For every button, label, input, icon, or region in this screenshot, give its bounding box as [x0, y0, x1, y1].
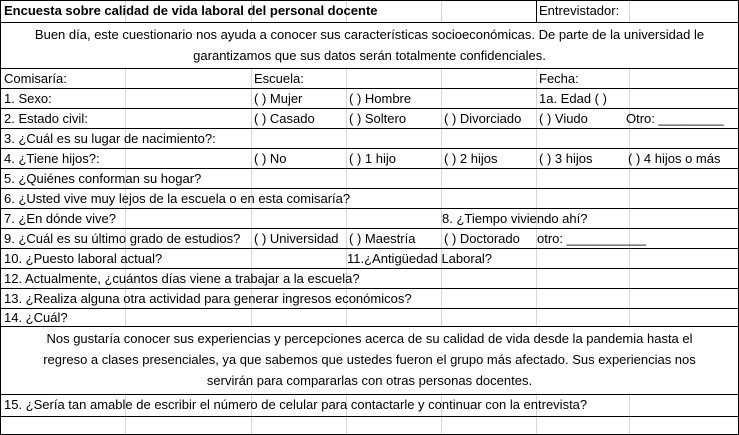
date-label: Fecha: — [539, 71, 579, 86]
header-divider — [536, 0, 537, 22]
q11-seniority-label: 11.¿Antigüedad Laboral? — [347, 251, 493, 266]
q9-option-university[interactable]: ( ) Universidad — [254, 231, 339, 246]
q12-workdays-label: 12. Actualmente, ¿cuántos días viene a trabajar a la escuela? — [4, 271, 360, 286]
row-line — [0, 128, 739, 129]
q13-other-income-label: 13. ¿Realiza alguna otra actividad para generar ingresos económicos? — [4, 291, 412, 306]
q3-birthplace-label: 3. ¿Cuál es su lugar de nacimiento?: — [4, 131, 216, 146]
row-line — [0, 68, 739, 69]
comisaria-label: Comisaría: — [4, 71, 67, 86]
q4-option-no[interactable]: ( ) No — [254, 151, 287, 166]
outro-line-2: regreso a clases presenciales, ya que sabemos que ustedes fueron el grupo más afectado. Sus experiencias nos — [43, 352, 696, 367]
row-line — [0, 88, 739, 89]
row-line — [0, 0, 739, 1]
q2-option-widowed[interactable]: ( ) Viudo — [539, 111, 588, 126]
outro-line-3: servirán para compararlas con otras personas docentes. — [206, 373, 533, 388]
q8-time-living-label: 8. ¿Tiempo viviendo ahí? — [442, 211, 588, 226]
q2-option-divorced[interactable]: ( ) Divorciado — [444, 111, 522, 126]
q15-phone-label: 15. ¿Sería tan amable de escribir el número de celular para contactarle y continuar con la entrevista? — [4, 397, 588, 412]
row-line — [0, 326, 739, 327]
q1-option-female[interactable]: ( ) Mujer — [254, 91, 303, 106]
q2-other-field[interactable]: Otro: _________ — [626, 111, 724, 126]
row-line — [0, 416, 739, 417]
q4-children-label: 4. ¿Tiene hijos?: — [4, 151, 100, 166]
q7-residence-label: 7. ¿En dónde vive? — [4, 211, 117, 226]
intro-line-2: garantizamos que sus datos serán totalmente confidenciales. — [193, 48, 546, 63]
q9-option-university-cell — [252, 229, 345, 247]
q10-position-label: 10. ¿Puesto laboral actual? — [4, 251, 163, 266]
row-line — [0, 22, 739, 23]
intro-line-1: Buen día, este cuestionario nos ayuda a conocer sus características socioeconómicas. De parte de la universidad le — [34, 27, 705, 42]
q14-which-label: 14. ¿Cuál? — [4, 310, 68, 325]
q9-option-masters[interactable]: ( ) Maestría — [349, 231, 416, 246]
survey-title: Encuesta sobre calidad de vida laboral del personal docente — [4, 3, 378, 18]
school-label: Escuela: — [254, 71, 304, 86]
q9-other-field[interactable]: otro: ___________ — [537, 231, 647, 246]
row-line — [0, 168, 739, 169]
row-line — [0, 248, 739, 249]
outro-line-1: Nos gustaría conocer sus experiencias y percepciones acerca de su calidad de vida desde la pandemia hasta el — [46, 331, 693, 346]
q4-option-1[interactable]: ( ) 1 hijo — [349, 151, 396, 166]
row-line — [0, 394, 739, 395]
row-line — [0, 108, 739, 109]
q1-sex-label: 1. Sexo: — [4, 91, 52, 106]
row-line — [0, 148, 739, 149]
row-line — [0, 208, 739, 209]
row-line — [0, 288, 739, 289]
q9-education-label: 9. ¿Cuál es su último grado de estudios? — [4, 231, 241, 246]
q2-option-single[interactable]: ( ) Soltero — [349, 111, 407, 126]
q9-option-doctorate[interactable]: ( ) Doctorado — [444, 231, 520, 246]
row-line — [0, 268, 739, 269]
row-line — [0, 188, 739, 189]
q1a-age-field[interactable]: 1a. Edad ( ) — [539, 91, 607, 106]
q1-option-male[interactable]: ( ) Hombre — [349, 91, 412, 106]
q4-option-2[interactable]: ( ) 2 hijos — [444, 151, 498, 166]
q4-option-4-plus[interactable]: ( ) 4 hijos o más — [628, 151, 721, 166]
row-line — [0, 308, 739, 309]
row-line — [0, 228, 739, 229]
interviewer-label: Entrevistador: — [539, 3, 620, 18]
q4-option-3[interactable]: ( ) 3 hijos — [539, 151, 593, 166]
q2-marital-label: 2. Estado civil: — [4, 111, 88, 126]
q5-household-label: 5. ¿Quiénes conforman su hogar? — [4, 171, 202, 186]
q2-option-married[interactable]: ( ) Casado — [254, 111, 315, 126]
q6-distance-label: 6. ¿Usted vive muy lejos de la escuela o en esta comisaría? — [4, 191, 351, 206]
